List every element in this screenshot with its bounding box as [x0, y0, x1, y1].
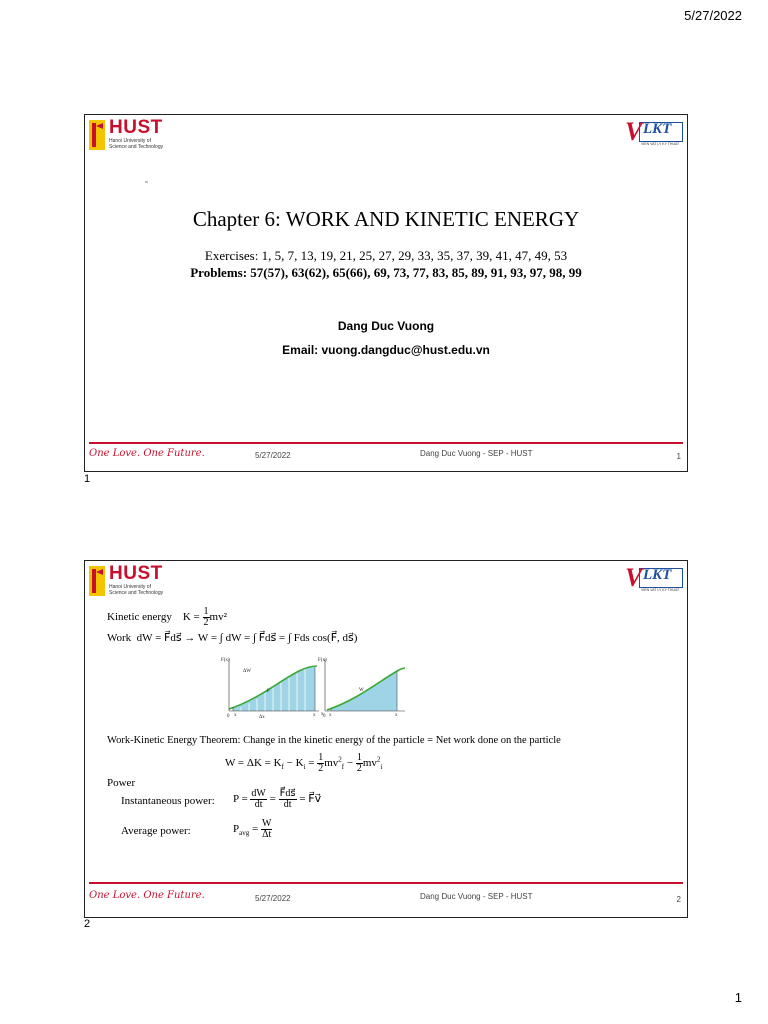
graph-xf-left: x	[313, 713, 316, 718]
inst-frac-1	[250, 789, 266, 810]
problems-list: Problems: 57(57), 63(62), 65(66), 69, 73, 77, 83, 85, 89, 91, 93, 97, 98, 99	[190, 265, 582, 280]
inst-p: P =	[233, 793, 248, 806]
instantaneous-power-label: Instantaneous power:	[121, 795, 215, 807]
right-panel	[325, 659, 405, 711]
lkt-logo	[625, 565, 683, 595]
graph-w-label: W	[359, 688, 364, 693]
slide-2	[84, 560, 688, 918]
inst-frac-2-den: dt	[283, 799, 292, 810]
graph-left-y-label: F(x)	[221, 658, 230, 663]
graph-zero-right: 0	[323, 714, 326, 719]
avg-den: Δt	[262, 829, 272, 840]
footer-divider	[89, 442, 683, 444]
hust-logo	[89, 119, 199, 153]
kinetic-energy-line	[107, 607, 227, 628]
avg-p: P	[233, 823, 240, 836]
footer-date: 5/27/2022	[255, 451, 291, 460]
inst-frac-2-num: F⃗ds⃗	[279, 788, 296, 799]
inst-frac-1-num: dW	[251, 788, 266, 799]
theorem-rhs-1: mv	[324, 757, 339, 770]
inst-rhs: = F⃗v⃗	[299, 793, 322, 806]
author-email[interactable]: Email: vuong.dangduc@hust.edu.vn	[282, 343, 490, 357]
graph-xi-right: x	[329, 713, 332, 718]
ke-fraction	[203, 607, 210, 628]
work-line	[107, 631, 357, 644]
theorem-frac-1-den: 2	[318, 763, 324, 774]
theorem-frac-2	[356, 753, 363, 774]
slide-number: 1	[676, 452, 681, 461]
hust-emblem-icon	[89, 120, 105, 150]
graph-xf-right: x	[395, 713, 398, 718]
inst-frac-2	[279, 789, 297, 810]
avg-frac	[261, 819, 272, 840]
avg-num: W	[261, 818, 272, 829]
slide-number: 2	[676, 895, 681, 904]
theorem-frac-1-num: 1	[318, 752, 324, 763]
hust-emblem-icon	[89, 566, 105, 596]
hust-logo	[89, 565, 199, 599]
graph-xi-left: x	[234, 713, 237, 718]
lkt-v-mark: V	[625, 563, 643, 592]
lkt-wordmark: LKT	[643, 121, 672, 137]
slide-1	[84, 114, 688, 472]
slide-2-outside-number: 2	[84, 918, 91, 930]
footer-date: 5/27/2022	[255, 894, 291, 903]
work-area-graph	[219, 655, 405, 719]
instantaneous-power-equation: P = $\frac{dW}{dt}$ = $\frac{F⃗ds⃗}{dt}$ = F⃗v⃗	[233, 788, 322, 810]
author-name: Dang Duc Vuong	[337, 319, 435, 333]
theorem-rhs-2: mv	[362, 757, 377, 770]
footer-motto: One Love. One Future.	[89, 890, 205, 901]
graph-x-left: x	[321, 712, 324, 717]
hust-wordmark: HUST	[109, 117, 163, 138]
power-label: Power	[107, 777, 136, 789]
page-date: 5/27/2022	[684, 8, 742, 23]
footer-author: Dang Duc Vuong - SEP - HUST	[420, 892, 533, 901]
exercises-list: Exercises: 1, 5, 7, 13, 19, 21, 25, 27, 29, 33, 35, 37, 39, 41, 47, 49, 53	[204, 248, 568, 263]
lkt-subtitle: VIEN VAT LY KY THUAT	[641, 588, 680, 592]
theorem-frac-2-den: 2	[356, 763, 362, 774]
footer-divider	[89, 882, 683, 884]
lkt-wordmark: LKT	[643, 567, 672, 583]
average-power-label: Average power:	[121, 825, 191, 837]
theorem-equation: $W = \Delta K = K_f - K_i$ = $\frac{1}{2}$ $mv^2_f$ − $\frac{1}{2}$ $mv^2_i$	[225, 752, 383, 774]
avg-sub: avg	[239, 829, 250, 838]
graph-favg-label: F	[267, 689, 270, 694]
left-panel	[229, 659, 319, 711]
theorem-line: Work-Kinetic Energy Theorem: Change in the kinetic energy of the particle = Net work done on the particle	[107, 735, 561, 746]
ke-lhs: K =	[182, 611, 200, 624]
average-power-equation: $P_{avg}$ = $\frac{W}{\Delta t}$	[233, 818, 272, 840]
graph-zero-left: 0	[227, 714, 230, 719]
lkt-logo	[625, 119, 683, 149]
theorem-frac-2-num: 1	[356, 752, 362, 763]
page-number: 1	[734, 990, 742, 1005]
slide-title: Chapter 6: WORK AND KINETIC ENERGY	[192, 207, 580, 231]
work-equation: dW = F⃗ds⃗ → W = ∫ dW = ∫ F⃗ds⃗ = ∫ Fds cos(F⃗, ds⃗)	[136, 632, 358, 644]
slide-1-outside-number: 1	[84, 473, 91, 485]
slide-bullet: ▫	[145, 179, 148, 186]
ke-label: Kinetic energy	[107, 611, 172, 624]
lkt-subtitle: VIEN VAT LY KY THUAT	[641, 142, 680, 146]
hust-subtitle: Hanoi University of Science and Technology	[109, 584, 164, 596]
hust-subtitle: Hanoi University of Science and Technology	[109, 138, 164, 150]
graph-dw-label: ΔW	[243, 669, 251, 674]
graph-right-y-label: F(x)	[318, 658, 327, 663]
theorem-eq-mid: − K	[283, 757, 304, 770]
footer-motto: One Love. One Future.	[89, 448, 205, 459]
graph-dx-label: Δx	[259, 715, 265, 719]
hust-wordmark: HUST	[109, 563, 163, 584]
ke-rhs: mv²	[209, 611, 227, 624]
ke-num: 1	[203, 606, 209, 617]
footer-author: Dang Duc Vuong - SEP - HUST	[420, 449, 533, 458]
inst-frac-1-den: dt	[254, 799, 263, 810]
ke-den: 2	[203, 617, 209, 628]
theorem-eq-lhs: W = ΔK = K	[225, 757, 282, 770]
lkt-v-mark: V	[625, 117, 643, 146]
work-label: Work	[107, 632, 132, 644]
